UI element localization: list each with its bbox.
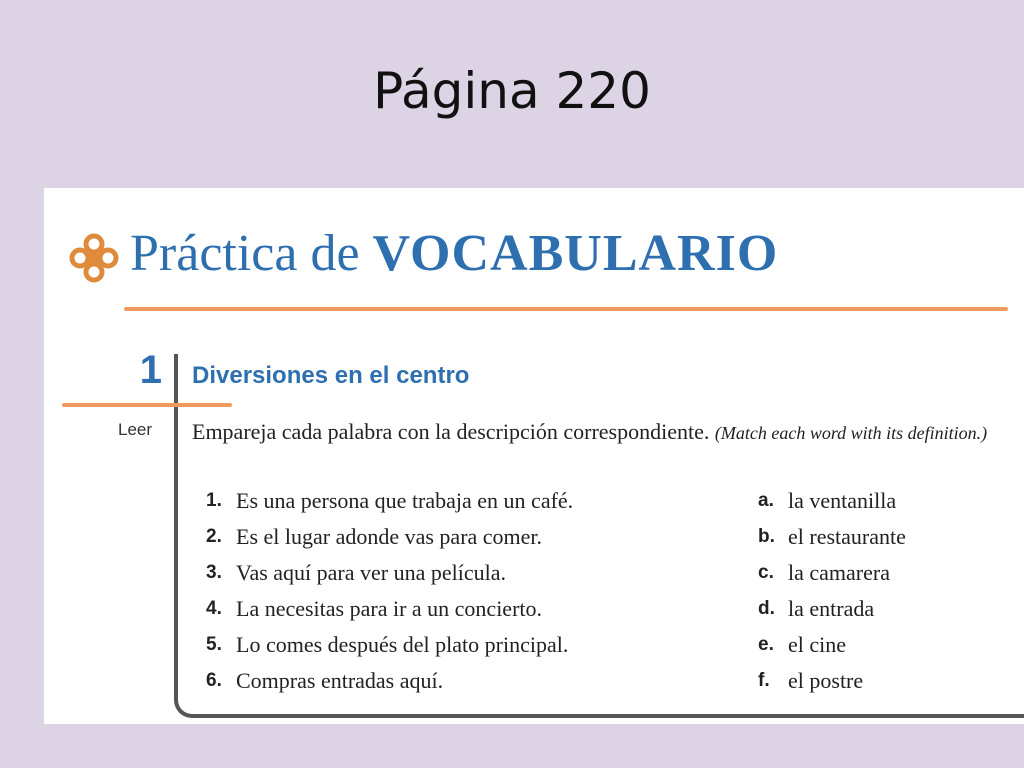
section-heading <box>130 224 778 283</box>
option-word: el postre <box>788 668 864 693</box>
item-description: Es el lugar adonde vas para comer. <box>236 524 543 549</box>
activity-number-underline <box>62 403 232 407</box>
option-letter: b. <box>758 526 775 547</box>
option-word: el cine <box>788 632 847 657</box>
item-description: La necesitas para ir a un concierto. <box>236 596 543 621</box>
list-item <box>206 560 1006 596</box>
section-heading-plain: Práctica de <box>130 225 360 282</box>
slide-title: Página 220 <box>373 62 651 120</box>
option-letter: c. <box>758 562 774 583</box>
item-number: 3. <box>206 562 222 583</box>
knot-ornament-icon <box>66 230 122 286</box>
skill-label: Leer <box>118 420 153 439</box>
item-description: Lo comes después del plato principal. <box>236 632 569 657</box>
item-number: 2. <box>206 526 222 547</box>
list-item <box>206 632 1006 668</box>
item-number: 5. <box>206 634 222 655</box>
instruction-english: (Match each word with its definition.) <box>714 423 988 443</box>
item-number: 1. <box>206 490 222 511</box>
instruction-spanish: Empareja cada palabra con la descripción correspondiente. <box>192 419 710 444</box>
section-heading-bold: VOCABULARIO <box>372 225 779 282</box>
item-description: Compras entradas aquí. <box>236 668 444 693</box>
option-letter: e. <box>758 634 774 655</box>
option-letter: f. <box>758 670 770 691</box>
activity-instructions <box>192 414 1016 451</box>
item-description: Vas aquí para ver una película. <box>236 560 506 585</box>
textbook-page <box>44 188 1024 724</box>
option-word: el restaurante <box>788 524 906 549</box>
option-word: la camarera <box>788 560 890 585</box>
activity-number: 1 <box>139 348 162 392</box>
heading-underline <box>124 307 1008 311</box>
option-letter: d. <box>758 598 775 619</box>
list-item <box>206 524 1006 560</box>
list-item <box>206 668 1006 704</box>
option-word: la ventanilla <box>788 488 897 513</box>
item-description: Es una persona que trabaja en un café. <box>236 488 574 513</box>
option-word: la entrada <box>788 596 875 621</box>
item-number: 6. <box>206 670 222 691</box>
option-letter: a. <box>758 490 774 511</box>
activity-title: Diversiones en el centro <box>192 362 470 389</box>
list-item <box>206 596 1006 632</box>
item-number: 4. <box>206 598 222 619</box>
list-item <box>206 488 1006 524</box>
